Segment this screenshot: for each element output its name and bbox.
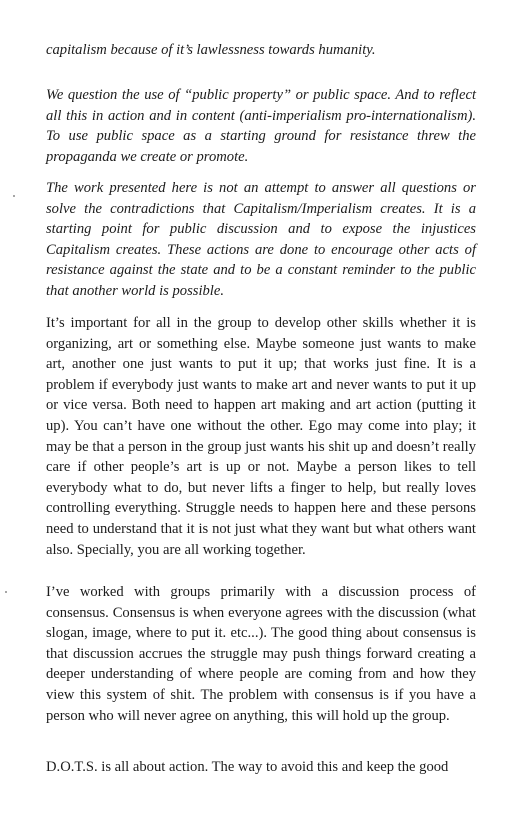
paragraph-capitalism-lawlessness: capitalism because of it’s lawlessness towards humanity. xyxy=(46,42,376,58)
paragraph-group-skills: It’s important for all in the group to develop other skills whether it is organizing, art or something else. Maybe someone just wants to make art, another one just wants to put it up; that works just fine. It is a problem if everybody just wants to make art and never wants to put it up or vice versa. Both need to happen art making and art action (putting it up). You can’t have one without the other. Ego may come into play; it may be that a person in the group just wants his shit up and doesn’t really care if other people’s art is up or not. Maybe a person likes to tell everybody what to do, but never lifts a finger to help, but really loves controlling everything. Struggle needs to happen here and these persons need to understand that it is not just what they want but what others want also. Specially, you are all working together. xyxy=(46,315,476,558)
scan-speck xyxy=(13,195,15,197)
paragraph-public-space: We question the use of “public property” or public space. And to reflect all this in action and in content (anti-imperialism pro-internationalism). To use public space as a starting ground for resistance threw the propaganda we create or promote. xyxy=(46,87,476,165)
paragraph-work-presented: The work presented here is not an attempt to answer all questions or solve the contradictions that Capitalism/Imperialism creates. It is a starting point for public discussion and to expose the injustices Capitalism creates. These actions are done to encourage other acts of resistance against the state and to be a constant reminder to the public that another world is possible. xyxy=(46,180,476,299)
paragraph-consensus: I’ve worked with groups primarily with a discussion process of consensus. Consensus is when everyone agrees with the discussion (what slogan, image, where to put it. etc...). The good thing about consensus is that discussion accrues the struggle may push things forward creating a deeper understanding of where people are coming from and how they view this system of shit. The problem with consensus is if you have a person who will never agree on anything, this will hold up the group. xyxy=(46,584,476,724)
paragraph-dots-action: D.O.T.S. is all about action. The way to avoid this and keep the good xyxy=(46,759,449,775)
scan-speck xyxy=(5,591,7,593)
